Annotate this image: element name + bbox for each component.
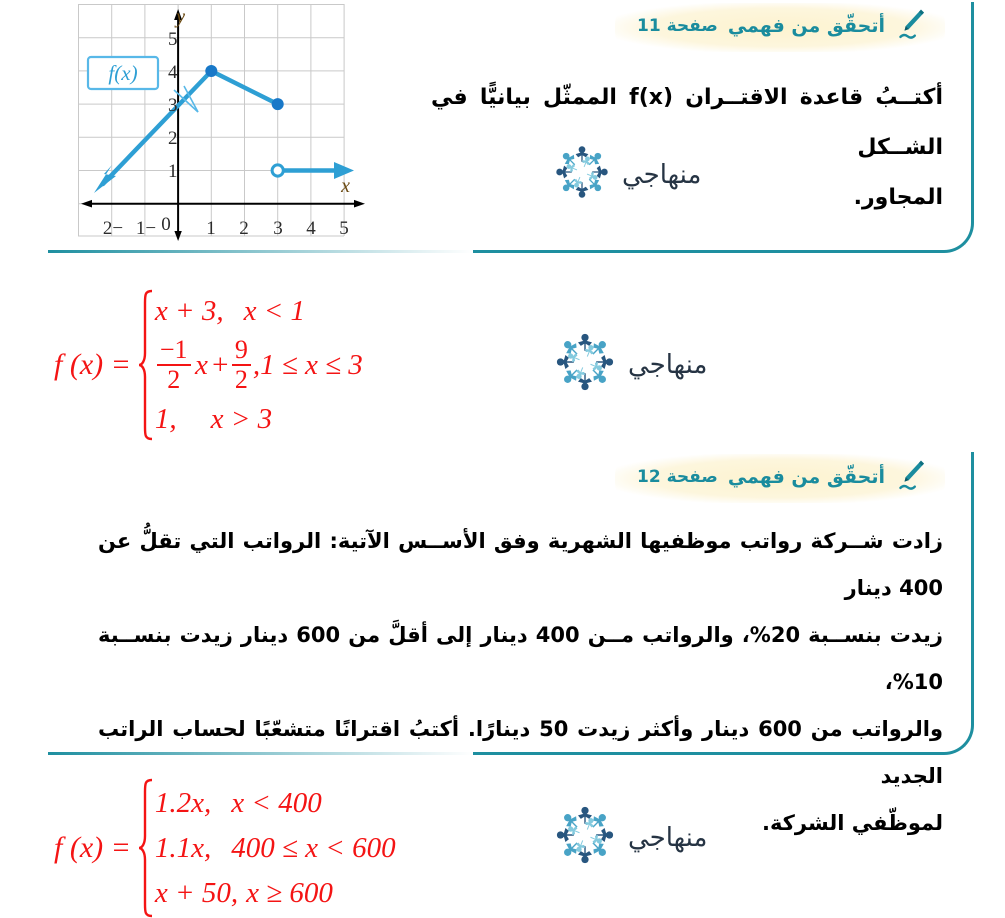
equation-2-row-1-expr: 1.2x, [154, 786, 212, 819]
equation-2-row-3-cond: x ≥ 600 [246, 876, 333, 909]
section-2-answer-equation [52, 778, 396, 918]
watermark-text-3: منهاجي [628, 822, 708, 853]
manhaji-logo-icon [550, 140, 614, 209]
equation-1-row-3 [155, 396, 363, 442]
watermark-text-1: منهاجي [622, 159, 702, 190]
svg-text:y: y [176, 6, 185, 28]
section-2-page-label: صفحة 12 [636, 467, 718, 487]
equation-1-row-1 [155, 288, 363, 334]
equation-1-row-2-frac-1: $\frac{-1}{2}$ [157, 336, 191, 393]
equation-2-row-1-cond: x < 400 [231, 786, 322, 819]
equation-1-row-3-expr: 1, [154, 402, 177, 435]
section-1-header-pill [615, 3, 945, 52]
svg-text:3: 3 [168, 95, 178, 116]
equation-1-lhs: f (x) = [54, 348, 131, 381]
equation-1-row-3-cond: x > 3 [210, 402, 273, 435]
equation-2-row-3-expr: x + 50, [154, 876, 239, 909]
watermark-logo-2 [550, 327, 707, 402]
section-2-question-line-4: لموظّفي الشركة. [761, 811, 943, 835]
equation-2-row-2-expr: 1.1x, [154, 831, 212, 864]
equation-2-row-2 [155, 826, 396, 871]
equation-2-row-1 [155, 781, 396, 826]
svg-text:4: 4 [306, 218, 316, 239]
section-1-question-line-1: أكتــبُ قاعدة الاقتــران (x)f الممثّل بيانيًّا في الشــكل [431, 85, 944, 160]
piecewise-function-graph [78, 4, 368, 247]
svg-text:1: 1 [168, 161, 178, 182]
equation-2-row-3 [155, 871, 396, 916]
equation-1-row-2-frac-2: $\frac{9}{2}$ [232, 336, 251, 393]
watermark-logo-3 [550, 800, 707, 875]
section-2-header-pill [615, 454, 945, 503]
svg-text:1: 1 [206, 218, 216, 239]
watermark-logo-1 [550, 140, 701, 209]
svg-text:5: 5 [168, 29, 178, 50]
open-point-3-1 [272, 165, 283, 176]
section-1-header-title: أتحقّق من فهمي [727, 15, 885, 37]
equation-1-row-1-expr: x + 3, [154, 294, 224, 327]
section-1-header [615, 7, 945, 47]
equation-1-row-1-cond: x < 1 [243, 294, 306, 327]
section-2-question-line-2: زيدت بنســبة 20%، والرواتب مــن 400 دينار إلى أقلَّ من 600 دينار زيدت بنســبة 10%، [98, 623, 943, 694]
equation-2-lhs: f (x) = [54, 831, 131, 864]
svg-text:0: 0 [161, 214, 171, 235]
section-1-page-label: صفحة 11 [636, 16, 718, 36]
manhaji-logo-icon-2 [550, 327, 620, 402]
svg-text:−2: −2 [102, 218, 124, 239]
equation-2-row-2-cond: 400 ≤ x < 600 [231, 831, 396, 864]
section-2-question-line-1: زادت شــركة رواتب موظفيها الشهرية وفق الأســس الآتية: الرواتب التي تقلُّ عن 400 دينار [98, 529, 943, 600]
svg-text:3: 3 [273, 218, 283, 239]
pencil-icon-2 [895, 458, 927, 497]
svg-text:x: x [341, 175, 350, 197]
equation-1-rows [155, 288, 363, 442]
equation-1-row-2-cond: ,1 ≤ x ≤ 3 [252, 348, 363, 381]
section-2-question-line-3: والرواتب من 600 دينار وأكثر زيدت 50 دينارًا. أكتبُ اقترانًا متشعّبًا لحساب الراتب الجديد [98, 717, 944, 788]
closed-point-1-4 [205, 65, 217, 77]
svg-text:f(x): f(x) [108, 61, 138, 85]
equation-2-rows [155, 781, 396, 916]
manhaji-logo-icon-3 [550, 800, 620, 875]
closed-point-3-3 [272, 98, 284, 110]
svg-text:2: 2 [168, 128, 178, 149]
section-1-question-line-2: المجاور. [853, 185, 943, 210]
section-2-header-title: أتحقّق من فهمي [727, 466, 885, 488]
watermark-text-2: منهاجي [628, 349, 708, 380]
svg-text:4: 4 [168, 62, 178, 83]
equation-1-brace [137, 289, 153, 441]
section-1-answer-equation [52, 288, 363, 442]
equation-1-row-2: $\frac{-1}{2}$ x + $\frac{9}{2}$ ,1 ≤ x ≤ 3 [155, 334, 363, 396]
pencil-icon [895, 7, 927, 46]
section-2-header [615, 458, 945, 498]
svg-text:5: 5 [339, 218, 349, 239]
svg-text:−1: −1 [135, 218, 157, 239]
svg-text:2: 2 [239, 218, 249, 239]
equation-2-brace [137, 778, 153, 918]
